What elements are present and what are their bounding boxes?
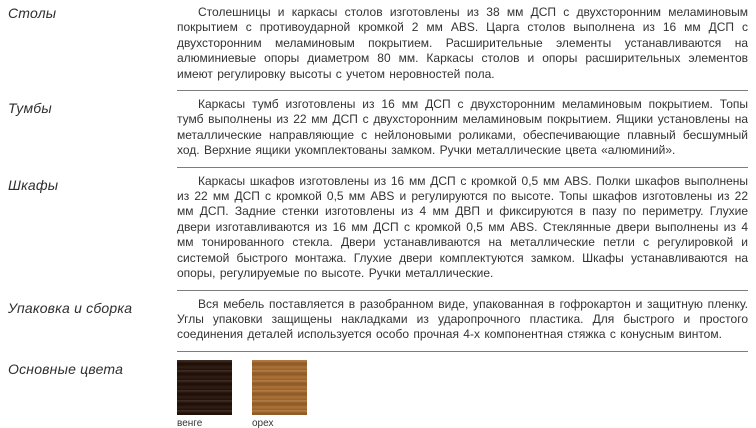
- section-tables: [0, 1, 756, 90]
- swatch-label-walnut: орех: [252, 417, 274, 428]
- swatch-item-walnut: [252, 360, 307, 428]
- heading-packaging: Упаковка и сборка: [8, 299, 133, 316]
- section-body-packaging: [177, 290, 748, 351]
- section-main-colors: [0, 351, 756, 428]
- section-body-tables: [177, 1, 748, 90]
- swatch-label-wenge: венге: [177, 417, 203, 428]
- swatch-item-wenge: [177, 360, 232, 428]
- heading-cabinets: Шкафы: [8, 176, 59, 193]
- paragraph-tables: Столешницы и каркасы столов изготовлены из 38 мм ДСП с двухсторонним меламиновым покрытием с противоударной кромкой 2 мм ABS. Царга столов выполнена из 16 мм ДСП с двухсторонним меламиновым покрытием. Расширительные элементы устанавливаются на алюминиевые опоры диаметром 80 мм. Каркасы столов и опоры расширительных элементов имеют регулировку высоты с учетом неровностей пола.: [177, 5, 748, 81]
- section-body-main-colors: [177, 351, 748, 428]
- section-body-pedestals: [177, 90, 748, 167]
- section-body-cabinets: [177, 167, 748, 290]
- section-divider: [177, 351, 748, 352]
- color-swatches: [177, 358, 748, 428]
- paragraph-packaging: Вся мебель поставляется в разобранном виде, упакованная в гофрокартон и защитную пленку. Углы упаковки защищены накладками из ударопрочного пластика. Для быстрого и простого соединения деталей используется особо прочная 4-х компонентная стяжка с конусным винтом.: [177, 296, 748, 342]
- heading-main-colors: Основные цвета: [8, 360, 124, 377]
- section-divider: [177, 290, 748, 291]
- section-divider: [177, 90, 748, 91]
- paragraph-cabinets: Каркасы шкафов изготовлены из 16 мм ДСП с кромкой 0,5 мм ABS. Полки шкафов выполнены из 22 мм ДСП с кромкой 0,5 мм ABS и регулируются по высоте. Топы шкафов изготовлены из 22 мм ДСП. Задние стенки изготовлены из 4 мм ДВП и фиксируются в пазу по периметру. Глухие двери изготавливаются из 16 мм ДСП с кромкой 0,5 мм ABS. Стеклянные двери выполнены из 4 мм тонированного стекла. Двери устанавливаются на металлические петли с регулировкой и системой быстрого монтажа. Глухие двери комплектуются замком. Шкафы устанавливаются на опоры, регулируемые по высоте. Ручки металлические.: [177, 173, 748, 281]
- section-cabinets: [0, 167, 756, 290]
- section-divider: [177, 167, 748, 168]
- paragraph-pedestals: Каркасы тумб изготовлены из 16 мм ДСП с двухсторонним меламиновым покрытием. Топы тумб выполнены из 22 мм ДСП с двухсторонним меламиновым покрытием. Ящики установлены на металлические направляющие с нейлоновыми роликами, обеспечивающие плавный бесшумный ход. Верхние ящики укомплектованы замком. Ручки металлические цвета «алюминий».: [177, 97, 748, 158]
- section-pedestals: [0, 90, 756, 167]
- swatch-walnut: [252, 360, 307, 415]
- heading-tables: Столы: [8, 5, 57, 21]
- swatch-wenge: [177, 360, 232, 415]
- section-packaging: [0, 290, 756, 351]
- heading-pedestals: Тумбы: [8, 100, 52, 117]
